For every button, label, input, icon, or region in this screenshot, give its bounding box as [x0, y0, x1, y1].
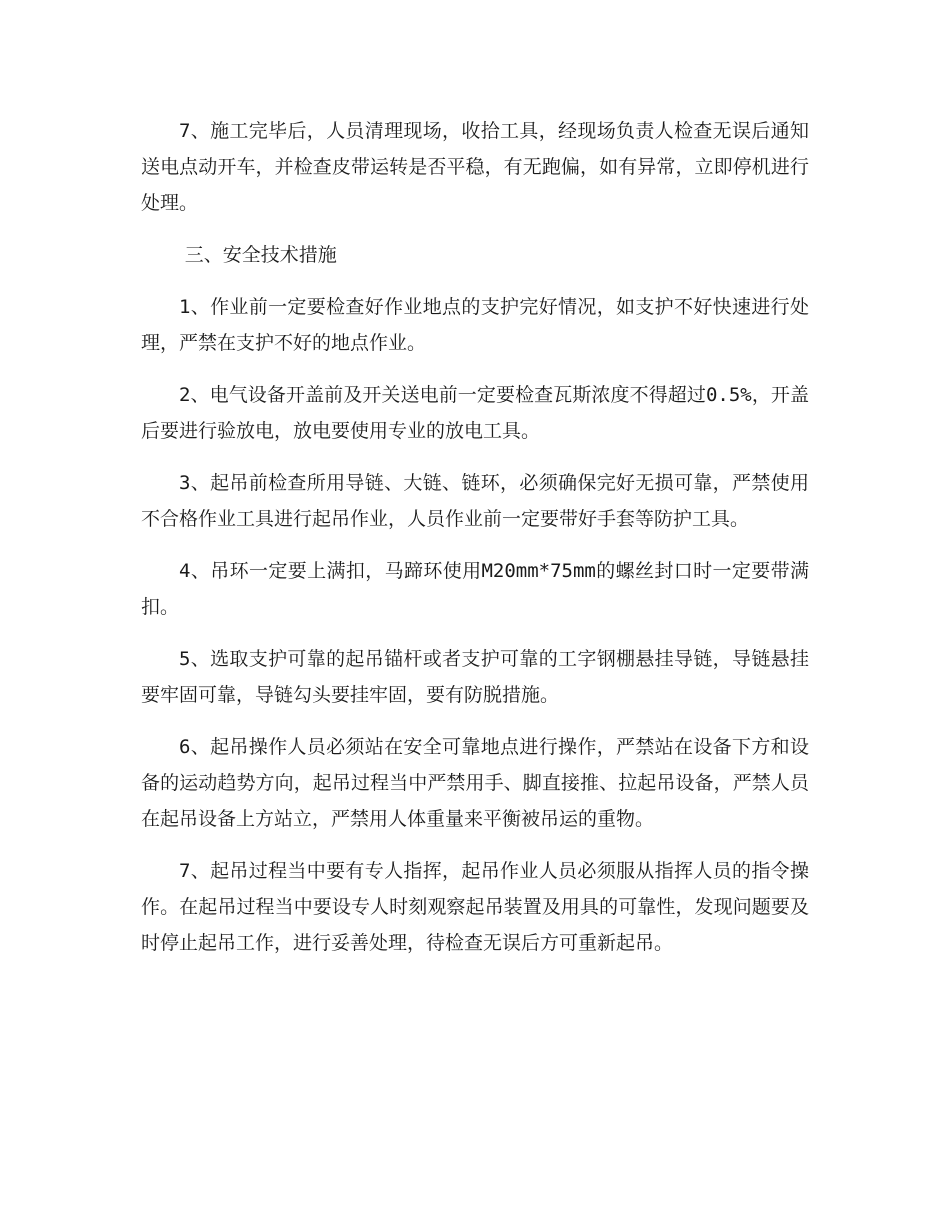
paragraph-safety-3: 3、起吊前检查所用导链、大链、链环，必须确保完好无损可靠，严禁使用不合格作业工具进行起吊作业，人员作业前一定要带好手套等防护工具。 [141, 472, 809, 530]
paragraph-safety-7: 7、起吊过程当中要有专人指挥，起吊作业人员必须服从指挥人员的指令操作。在起吊过程当中要设专人时刻观察起吊装置及用具的可靠性，发现问题要及时停止起吊工作，进行妥善处理，待检查无误后方可重新起吊。 [141, 860, 809, 954]
section-heading-safety-measures: 三、安全技术措施 [184, 244, 337, 266]
paragraph-safety-4: 4、吊环一定要上满扣，马蹄环使用M20mm*75mm的螺丝封口时一定要带满扣。 [141, 560, 809, 618]
paragraph-safety-6: 6、起吊操作人员必须站在安全可靠地点进行操作，严禁站在设备下方和设备的运动趋势方向，起吊过程当中严禁用手、脚直接推、拉起吊设备，严禁人员在起吊设备上方站立，严禁用人体重量来平衡被吊运的重物。 [141, 736, 809, 830]
document-body [141, 113, 809, 977]
paragraph-safety-2: 2、电气设备开盖前及开关送电前一定要检查瓦斯浓度不得超过0.5%，开盖后要进行验放电，放电要使用专业的放电工具。 [141, 384, 809, 442]
paragraph-safety-5: 5、选取支护可靠的起吊锚杆或者支护可靠的工字钢棚悬挂导链，导链悬挂要牢固可靠，导链勾头要挂牢固，要有防脱措施。 [141, 648, 809, 706]
paragraph-safety-1: 1、作业前一定要检查好作业地点的支护完好情况，如支护不好快速进行处理，严禁在支护不好的地点作业。 [141, 296, 809, 354]
paragraph-item-7-construction-complete: 7、施工完毕后，人员清理现场，收拾工具，经现场负责人检查无误后通知送电点动开车，并检查皮带运转是否平稳，有无跑偏，如有异常，立即停机进行处理。 [141, 120, 809, 214]
